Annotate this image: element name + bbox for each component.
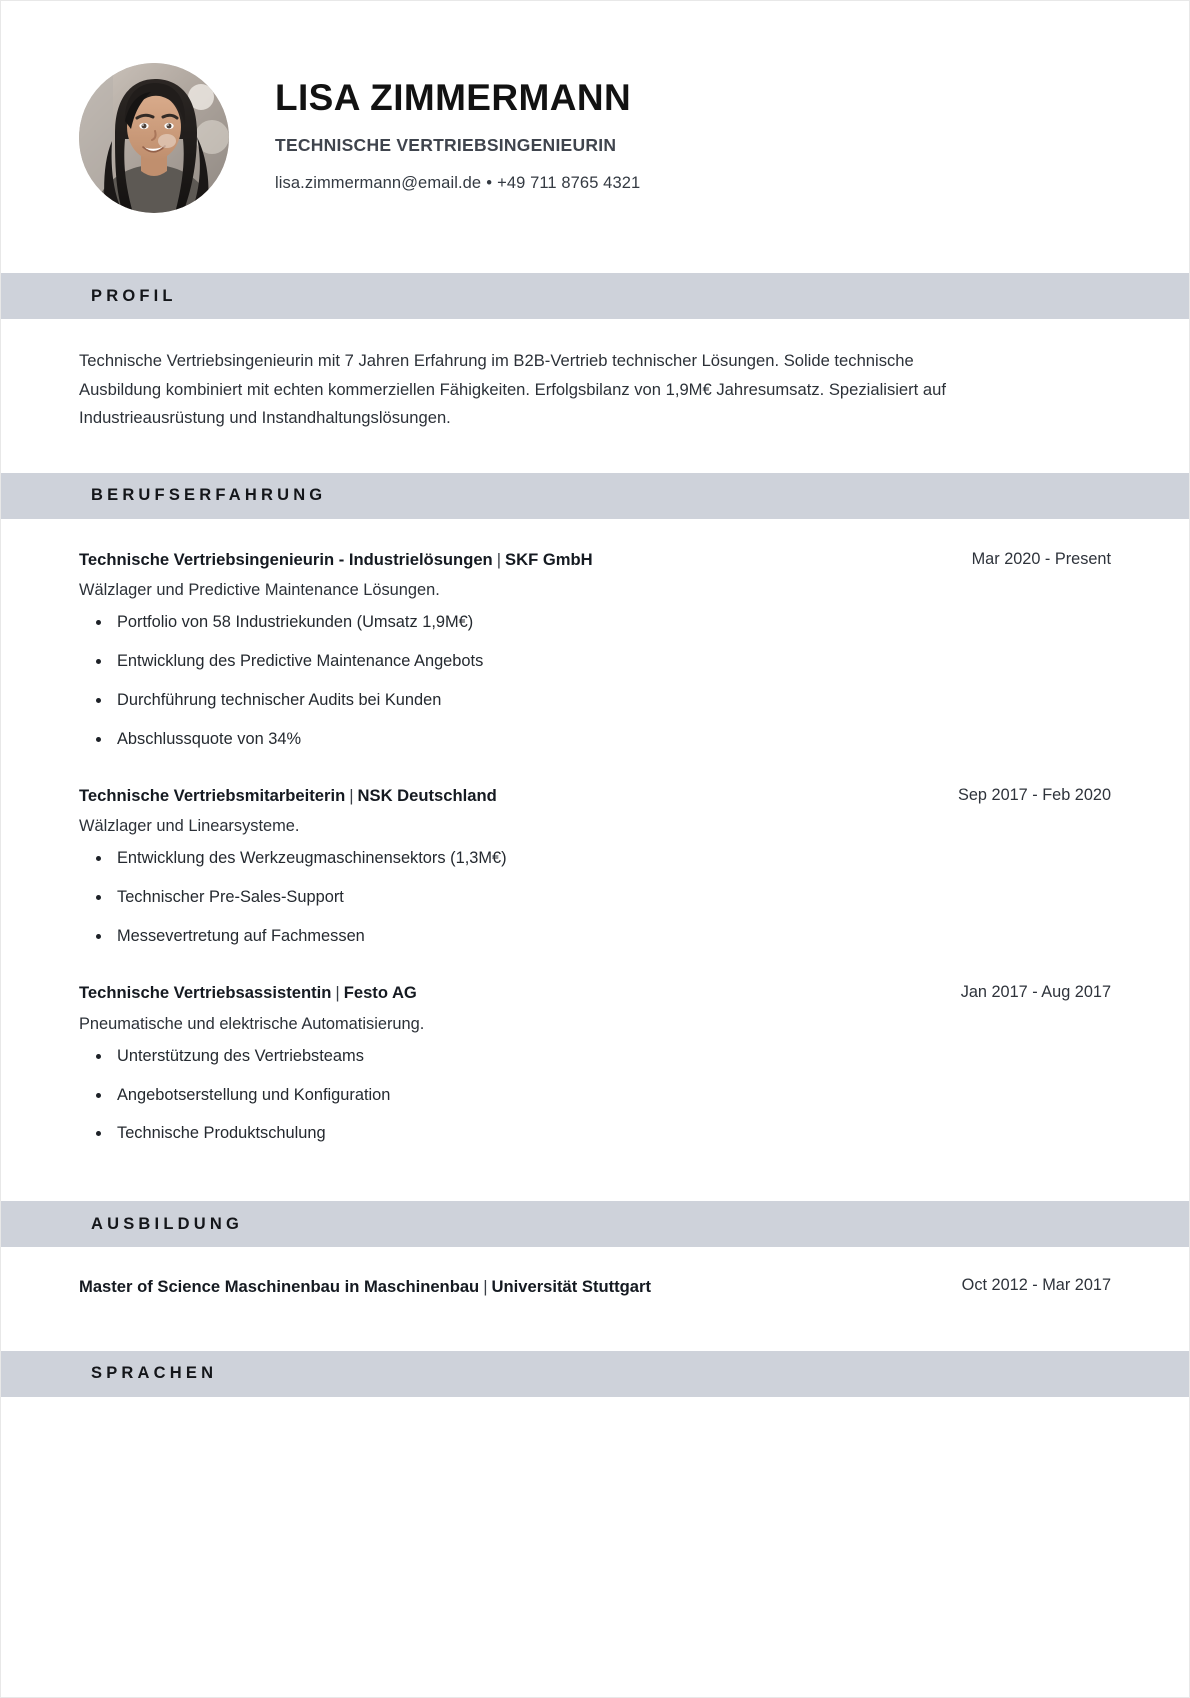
experience-subtitle: Pneumatische und elektrische Automatisierung.	[79, 1014, 425, 1033]
profile-summary-text: Technische Vertriebsingenieurin mit 7 Jahren Erfahrung im B2B-Vertrieb technischer Lösungen. Solide technische Ausbildung kombiniert mit echten kommerziellen Fähigkeiten. Erfolgsbilanz von 1,9M€ Jahresumsatz. Spezialisiert auf Industrieausrüstung und Instandhaltungslösungen.	[79, 351, 946, 428]
experience-subtitle: Wälzlager und Linearsysteme.	[79, 817, 300, 836]
list-item: Angebotserstellung und Konfiguration	[79, 1084, 1111, 1107]
section-header-ausbildung	[1, 1201, 1189, 1247]
experience-entry-header	[79, 982, 1111, 1004]
experience-entry-title	[79, 785, 497, 807]
education-degree: Master of Science Maschinenbau in Maschinenbau	[79, 1277, 480, 1297]
contact-separator: •	[486, 173, 493, 192]
experience-entry-header	[79, 785, 1111, 807]
experience-entry	[79, 982, 1111, 1145]
experience-dates: Sep 2017 - Feb 2020	[958, 785, 1111, 804]
experience-bullet-list	[79, 1045, 1111, 1146]
experience-bullet-list	[79, 847, 1111, 948]
title-separator: |	[349, 785, 354, 805]
title-separator: |	[496, 549, 502, 569]
title-separator: |	[483, 1277, 488, 1297]
job-title: TECHNISCHE VERTRIEBSINGENIEURIN	[275, 134, 617, 155]
section-title-profil: PROFIL	[91, 286, 177, 305]
list-item: Unterstützung des Vertriebsteams	[79, 1045, 1111, 1068]
section-header-profil	[1, 273, 1189, 319]
section-header-berufserfahrung	[1, 473, 1189, 519]
list-item: Entwicklung des Predictive Maintenance Angebots	[79, 650, 1111, 673]
section-body-profil	[1, 319, 1189, 473]
experience-entry-title	[79, 982, 417, 1004]
list-item: Portfolio von 58 Industriekunden (Umsatz 1,9M€)	[79, 611, 1111, 634]
experience-entry	[79, 785, 1111, 948]
experience-company: Festo AG	[343, 983, 417, 1003]
list-item: Durchführung technischer Audits bei Kunden	[79, 689, 1111, 712]
experience-role: Technische Vertriebsmitarbeiterin	[79, 785, 346, 805]
contact-line	[275, 174, 640, 193]
profile-photo	[79, 63, 229, 213]
experience-entry-header	[79, 549, 1111, 571]
section-title-ausbildung: AUSBILDUNG	[91, 1214, 243, 1233]
experience-role: Technische Vertriebsassistentin	[79, 983, 332, 1003]
phone-text: +49 711 8765 4321	[497, 173, 641, 192]
education-entry	[79, 1275, 1111, 1298]
experience-dates: Jan 2017 - Aug 2017	[960, 983, 1111, 1002]
experience-subtitle: Wälzlager und Predictive Maintenance Lösungen.	[79, 580, 440, 599]
resume-header	[1, 1, 1189, 273]
list-item: Technische Produktschulung	[79, 1122, 1111, 1145]
identity-block	[229, 79, 640, 197]
experience-role: Technische Vertriebsingenieurin - Industrielösungen	[79, 549, 493, 569]
email-text: lisa.zimmermann@email.de	[275, 173, 482, 192]
section-title-sprachen: SPRACHEN	[91, 1364, 218, 1383]
education-entry-title	[79, 1275, 651, 1298]
experience-entry	[79, 549, 1111, 751]
education-school: Universität Stuttgart	[491, 1277, 652, 1297]
section-body-berufserfahrung	[1, 519, 1189, 1202]
education-entry-header	[79, 1275, 1111, 1298]
section-body-sprachen	[1, 1397, 1189, 1697]
experience-company: SKF GmbH	[505, 549, 593, 569]
education-dates: Oct 2012 - Mar 2017	[961, 1276, 1111, 1295]
experience-bullet-list	[79, 611, 1111, 751]
page-title: LISA ZIMMERMANN	[275, 77, 632, 119]
list-item: Abschlussquote von 34%	[79, 728, 1111, 751]
experience-dates: Mar 2020 - Present	[971, 549, 1111, 568]
experience-company: NSK Deutschland	[357, 785, 497, 805]
title-separator: |	[335, 983, 340, 1003]
section-title-berufserfahrung: BERUFSERFAHRUNG	[91, 486, 327, 505]
section-body-ausbildung	[1, 1247, 1189, 1350]
list-item: Technischer Pre-Sales-Support	[79, 886, 1111, 909]
list-item: Messevertretung auf Fachmessen	[79, 925, 1111, 948]
list-item: Entwicklung des Werkzeugmaschinensektors (1,3M€)	[79, 847, 1111, 870]
section-header-sprachen	[1, 1351, 1189, 1397]
experience-entry-title	[79, 549, 593, 571]
